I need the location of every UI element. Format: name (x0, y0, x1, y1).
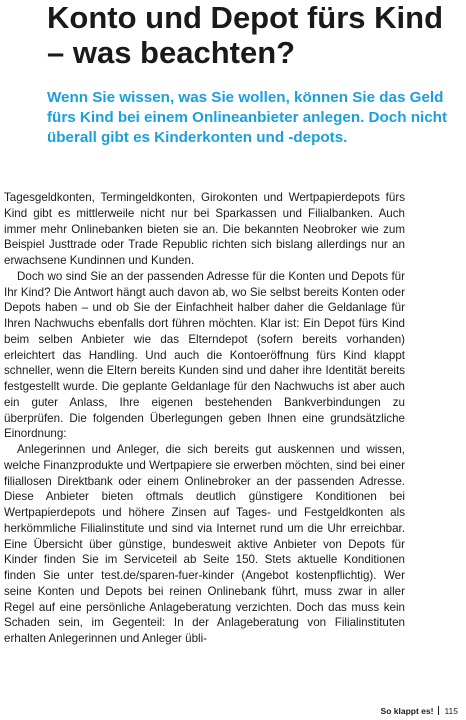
page-title: Konto und Depot fürs Kind – was beachten? (47, 0, 444, 70)
article-body (4, 190, 405, 647)
lead-text: Wenn Sie wissen, was Sie wollen, können Sie das Geld fürs Kind bei einem Onlineanbieter anlegen. Doch nicht überall gibt es Kinderkonten und -depots. (47, 89, 447, 146)
body-paragraph: Doch wo sind Sie an der passenden Adresse für die Konten und Depots für Ihr Kind? Die Antwort hängt auch davon ab, wo Sie selbst bereits Konten oder Depots haben – und ob Sie der Einfachheit halber daher die Geldanlage für Ihren Nachwuchs ebenfalls dort führen möchten. Klar ist: Ein Depot fürs Kind beim selben Anbieter wie das Elterndepot (sofern bereits vorhanden) erleichtert das Handling. Und auch die Kontoeröffnung fürs Kind klappt schneller, wenn die Eltern bereits Kunden sind und daher ihre Identität bereits festgestellt wurde. Die geplante Geldanlage für den Nachwuchs ist aber auch ein guter Anlass, Ihre eigenen bestehenden Bankverbindungen zu überprüfen. Die folgenden Überlegungen geben Ihnen eine grundsätzliche Einordnung: (4, 269, 405, 441)
page-footer (381, 706, 458, 716)
footer-brand: So klappt es! (380, 706, 434, 716)
body-paragraph: Anlegerinnen und Anleger, die sich bereits gut auskennen und wissen, welche Finanzprodukte und Wertpapiere sie erwerben möchten, sind bei einer filiallosen Direktbank oder einem Onlinebroker an der passenden Adresse. Diese Anbieter bieten oftmals deutlich günstigere Konditionen bei Wertpapierdepots und höhere Zinsen auf Tages- und Festgeldkonten als herkömmliche Filialinstitute und sind via Internet rund um die Uhr erreichbar. Eine Übersicht über günstige, bundesweit aktive Anbieter von Depots für Kinder finden Sie im Serviceteil ab Seite 150. Stets aktuelle Konditionen finden Sie unter test.de/sparen-fuer-kinder (Angebot kostenpflichtig). Wer seine Konten und Depots bei reinen Onlinebank führt, muss zwar in aller Regel auf eine persönliche Anlageberatung verzichten. Doch das muss kein Schaden sein, im Gegenteil: In der Anlageberatung von Filialinstituten erhalten Anlegerinnen und Anleger übli- (4, 443, 405, 645)
footer-divider (438, 706, 439, 715)
body-paragraph: Tagesgeldkonten, Termingeldkonten, Girokonten und Wertpapierdepots fürs Kind gibt es mittlerweile nicht nur bei Sparkassen und Filialbanken. Auch immer mehr Onlinebanken bieten sie an. Die bekannten Neobroker wie zum Beispiel Justtrade oder Trade Republic richten sich bislang allerdings nur an erwachsene Kundinnen und Kunden. (4, 191, 405, 267)
page-number: 115 (444, 706, 458, 716)
